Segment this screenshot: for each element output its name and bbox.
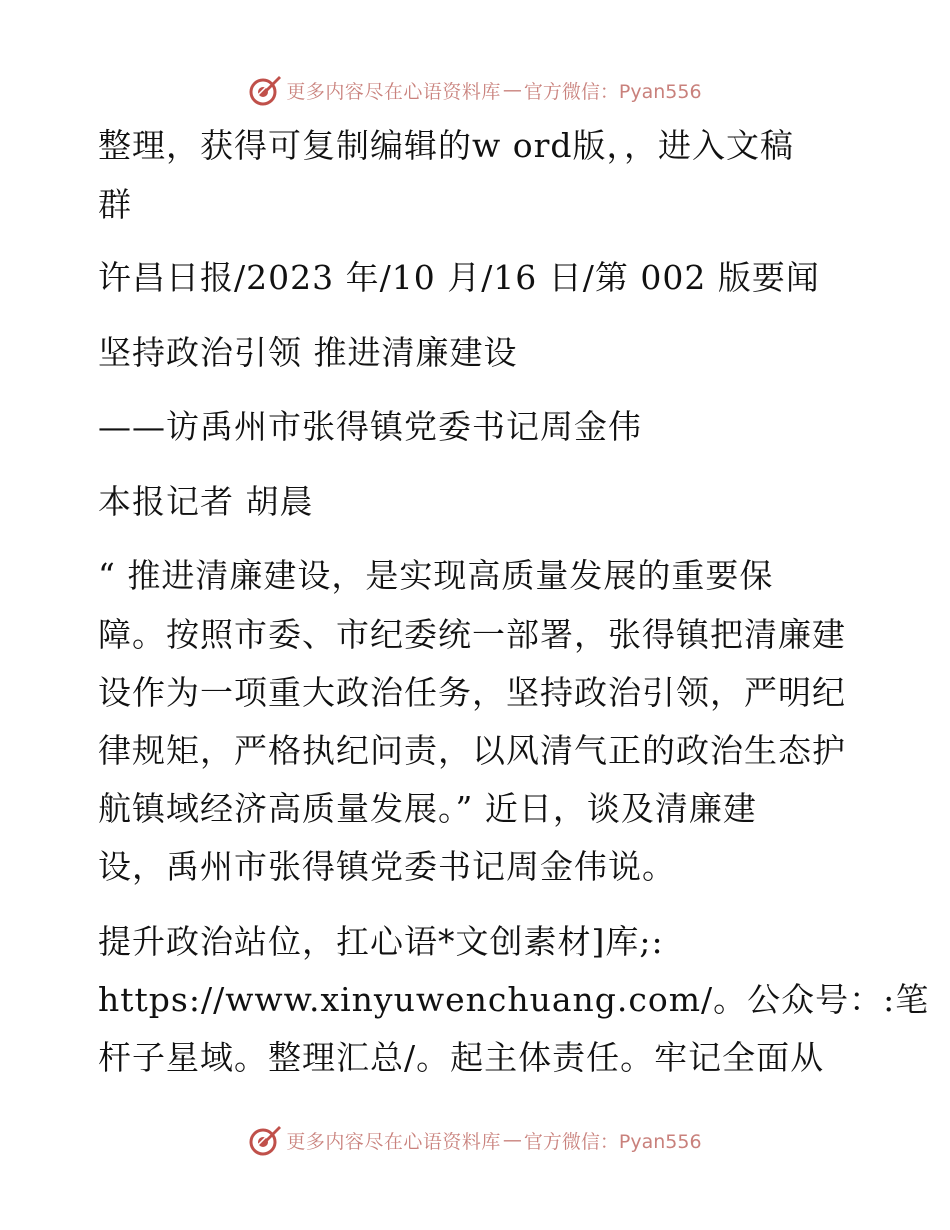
watermark-dash: — bbox=[502, 79, 522, 101]
paragraph-2-line-3: 杆子星域。整理汇总/。起主体责任。牢记全面从 bbox=[98, 1038, 825, 1077]
paragraph-1-line-2: 障。按照市委、市纪委统一部署，张得镇把清廉建 bbox=[98, 615, 846, 654]
paragraph-1-line-6: 设，禹州市张得镇党委书记周金伟说。 bbox=[98, 847, 676, 886]
body-line-2: 群 bbox=[98, 185, 132, 224]
watermark-wechat: 官方微信：Pyan556 bbox=[523, 1130, 702, 1153]
watermark-text: 更多内容尽在心语资料库 bbox=[286, 80, 501, 103]
pen-logo-icon bbox=[248, 73, 282, 107]
watermark-text: 更多内容尽在心语资料库 bbox=[286, 1130, 501, 1153]
paragraph-1-line-4: 律规矩，严格执纪问责，以风清气正的政治生态护 bbox=[98, 731, 846, 770]
paragraph-1-line-3: 设作为一项重大政治任务，坚持政治引领，严明纪 bbox=[98, 673, 846, 712]
header-watermark bbox=[0, 70, 950, 110]
watermark-wechat: 官方微信：Pyan556 bbox=[523, 80, 702, 103]
footer-watermark bbox=[0, 1120, 950, 1160]
paragraph-2-line-1: 提升政治站位，扛心语*文创素材]库;: bbox=[98, 922, 664, 961]
watermark-dash: — bbox=[502, 1129, 522, 1151]
pen-logo-icon bbox=[248, 1123, 282, 1157]
paragraph-2-line-2: https://www.xinyuwenchuang.com/。公众号：:笔 bbox=[98, 980, 930, 1019]
source-line: 许昌日报/2023 年/10 月/16 日/第 002 版要闻 bbox=[98, 258, 820, 297]
article-title: 坚持政治引领 推进清廉建设 bbox=[98, 333, 518, 372]
paragraph-1-line-1: “ 推进清廉建设，是实现高质量发展的重要保 bbox=[98, 556, 774, 595]
body-line-1: 整理，获得可复制编辑的w ord版，，进入文稿 bbox=[98, 126, 795, 165]
article-subtitle: ——访禹州市张得镇党委书记周金伟 bbox=[98, 407, 642, 446]
paragraph-1-line-5: 航镇域经济高质量发展。” 近日，谈及清廉建 bbox=[98, 789, 757, 828]
byline: 本报记者 胡晨 bbox=[98, 482, 314, 521]
